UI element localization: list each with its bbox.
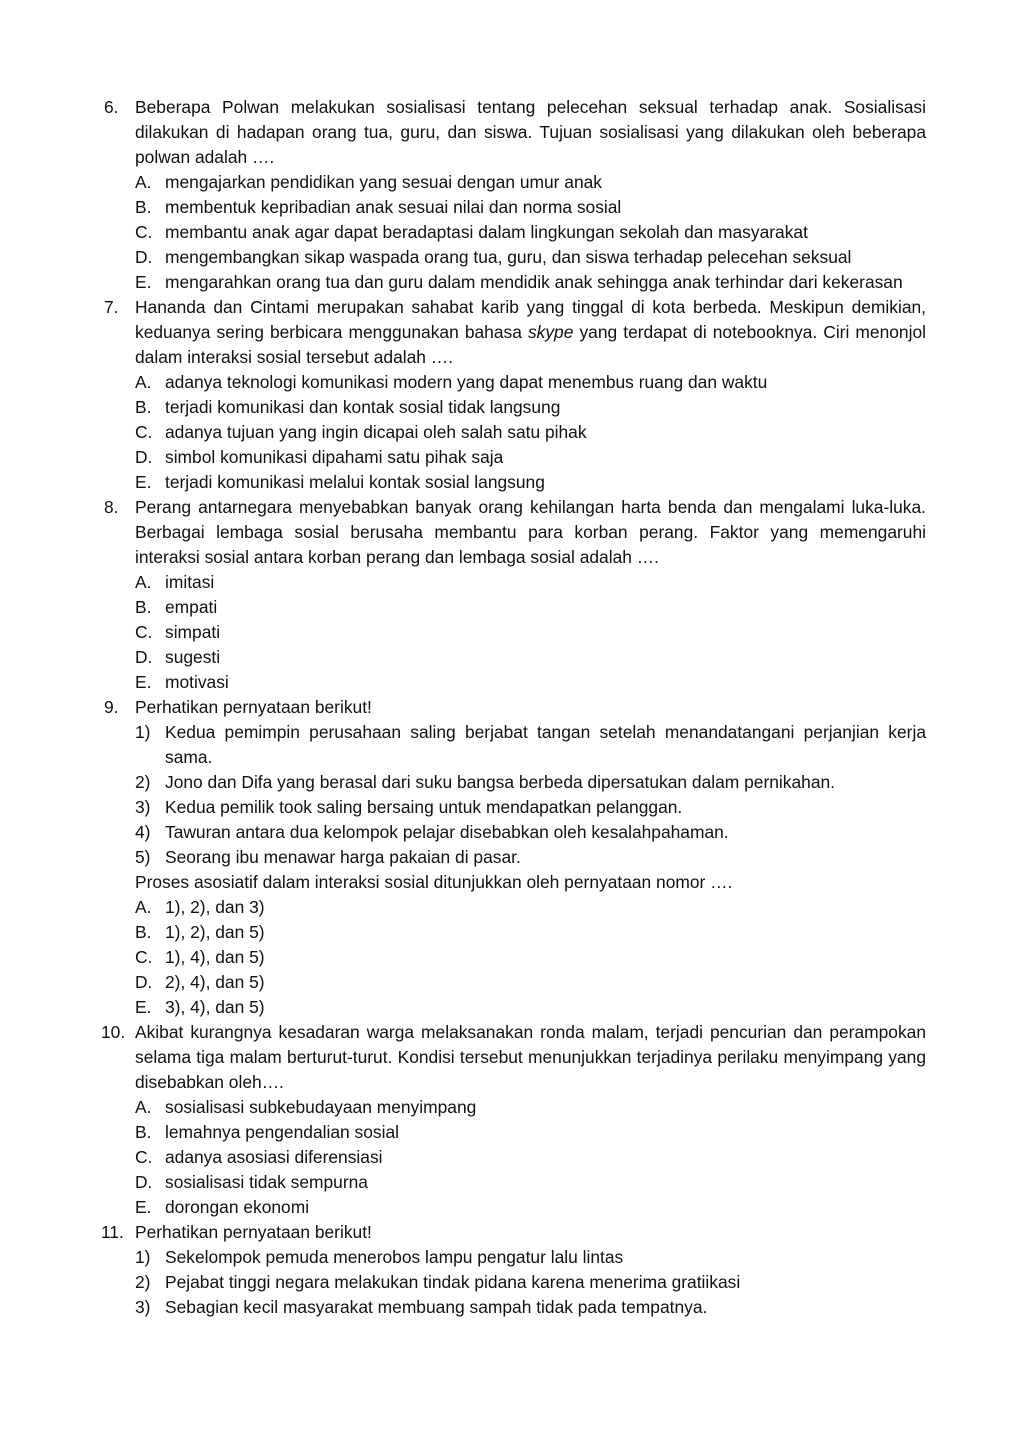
statement-item [135, 1270, 926, 1295]
option-letter: C. [135, 422, 153, 442]
question-text-part: Hananda dan Cintami merupakan sahabat karib yang tinggal di kota berbeda. Meskipun demikian, keduanya sering berbicara menggunakan bahasa [135, 297, 926, 342]
question-8 [104, 495, 926, 695]
option-text: dorongan ekonomi [165, 1197, 310, 1217]
option-text: lemahnya pengendalian sosial [165, 1122, 399, 1142]
option-letter: B. [135, 922, 152, 942]
statement-text: Pejabat tinggi negara melakukan tindak pidana karena menerima gratiikasi [165, 1272, 741, 1292]
option-e [135, 270, 926, 295]
statement-item [135, 845, 926, 870]
option-text: mengembangkan sikap waspada orang tua, guru, dan siswa terhadap pelecehan seksual [165, 247, 852, 267]
option-letter: E. [135, 1197, 152, 1217]
statement-text: Kedua pemimpin perusahaan saling berjabat tangan setelah menandatangani perjanjian kerja sama. [165, 722, 926, 767]
option-text: 1), 4), dan 5) [165, 947, 265, 967]
question-number: 7. [104, 297, 119, 317]
option-b [135, 395, 926, 420]
option-a [135, 370, 926, 395]
option-c [135, 220, 926, 245]
question-number: 8. [104, 497, 119, 517]
option-a [135, 570, 926, 595]
statement-number: 5) [135, 847, 151, 867]
option-letter: D. [135, 647, 153, 667]
option-b [135, 920, 926, 945]
statement-text: Seorang ibu menawar harga pakaian di pasar. [165, 847, 521, 867]
option-letter: C. [135, 222, 153, 242]
option-letter: B. [135, 597, 152, 617]
option-text: simbol komunikasi dipahami satu pihak saja [165, 447, 504, 467]
question-text-italic: skype [527, 322, 574, 342]
option-letter: D. [135, 247, 153, 267]
option-c [135, 620, 926, 645]
option-text: 1), 2), dan 5) [165, 922, 265, 942]
option-text: simpati [165, 622, 221, 642]
option-a [135, 170, 926, 195]
option-text: terjadi komunikasi melalui kontak sosial langsung [165, 472, 545, 492]
statement-number: 3) [135, 797, 151, 817]
option-letter: E. [135, 997, 152, 1017]
question-number: 11. [101, 1222, 124, 1242]
option-letter: E. [135, 272, 152, 292]
statement-number: 3) [135, 1297, 151, 1317]
option-text: 1), 2), dan 3) [165, 897, 265, 917]
option-e [135, 995, 926, 1020]
option-c [135, 1145, 926, 1170]
option-letter: A. [135, 572, 152, 592]
option-text: sosialisasi tidak sempurna [165, 1172, 368, 1192]
question-text: Akibat kurangnya kesadaran warga melaksanakan ronda malam, terjadi pencurian dan perampokan selama tiga malam berturut-turut. Kondisi tersebut menunjukkan terjadinya perilaku menyimpang yang disebabkan oleh…. [135, 1022, 926, 1092]
statement-text: Sebagian kecil masyarakat membuang sampah tidak pada tempatnya. [165, 1297, 708, 1317]
option-letter: A. [135, 1097, 152, 1117]
question-9 [104, 695, 926, 1020]
option-text: sosialisasi subkebudayaan menyimpang [165, 1097, 477, 1117]
option-d [135, 1170, 926, 1195]
option-text: membantu anak agar dapat beradaptasi dalam lingkungan sekolah dan masyarakat [165, 222, 808, 242]
option-e [135, 470, 926, 495]
option-b [135, 595, 926, 620]
option-d [135, 645, 926, 670]
option-letter: D. [135, 972, 153, 992]
option-c [135, 945, 926, 970]
option-d [135, 970, 926, 995]
option-letter: E. [135, 672, 152, 692]
option-text: empati [165, 597, 218, 617]
option-list [135, 370, 926, 495]
question-text-part: yang terdapat di notebooknya. Ciri menonjol dalam interaksi sosial tersebut adalah …. [135, 322, 926, 367]
question-text: Perang antarnegara menyebabkan banyak orang kehilangan harta benda dan mengalami luka-luka. Berbagai lembaga sosial berusaha membantu para korban perang. Faktor yang memengaruhi interaksi sosial antara korban perang dan lembaga sosial adalah …. [135, 497, 926, 567]
question-text [135, 295, 926, 370]
option-list [135, 570, 926, 695]
question-7 [104, 295, 926, 495]
question-text: Perhatikan pernyataan berikut! [135, 697, 372, 717]
statement-number: 4) [135, 822, 151, 842]
option-list [135, 170, 926, 295]
statement-item [135, 795, 926, 820]
statement-list [135, 1245, 926, 1320]
option-b [135, 1120, 926, 1145]
option-d [135, 245, 926, 270]
question-10 [101, 1020, 926, 1220]
statement-item [135, 770, 926, 795]
option-letter: A. [135, 172, 152, 192]
question-number: 6. [104, 97, 119, 117]
statement-item [135, 720, 926, 770]
statement-item [135, 1295, 926, 1320]
option-text: adanya asosiasi diferensiasi [165, 1147, 383, 1167]
option-text: motivasi [165, 672, 229, 692]
option-letter: E. [135, 472, 152, 492]
option-letter: C. [135, 947, 153, 967]
option-a [135, 1095, 926, 1120]
option-e [135, 1195, 926, 1220]
option-c [135, 420, 926, 445]
option-text: sugesti [165, 647, 221, 667]
option-text: mengarahkan orang tua dan guru dalam mendidik anak sehingga anak terhindar dari kekerasan [165, 272, 903, 292]
option-text: imitasi [165, 572, 215, 592]
option-letter: B. [135, 1122, 152, 1142]
option-text: membentuk kepribadian anak sesuai nilai dan norma sosial [165, 197, 622, 217]
statement-number: 2) [135, 1272, 151, 1292]
option-text: adanya tujuan yang ingin dicapai oleh salah satu pihak [165, 422, 587, 442]
question-11 [101, 1220, 926, 1320]
option-text: mengajarkan pendidikan yang sesuai dengan umur anak [165, 172, 602, 192]
statement-number: 1) [135, 722, 151, 742]
question-text: Beberapa Polwan melakukan sosialisasi tentang pelecehan seksual terhadap anak. Sosialisasi dilakukan di hadapan orang tua, guru, dan siswa. Tujuan sosialisasi yang dilakukan oleh beberapa polwan adalah …. [135, 97, 926, 167]
option-text: terjadi komunikasi dan kontak sosial tidak langsung [165, 397, 561, 417]
option-a [135, 895, 926, 920]
statement-number: 2) [135, 772, 151, 792]
statement-item [135, 820, 926, 845]
statement-text: Jono dan Difa yang berasal dari suku bangsa berbeda dipersatukan dalam pernikahan. [165, 772, 835, 792]
option-text: adanya teknologi komunikasi modern yang dapat menembus ruang dan waktu [165, 372, 768, 392]
option-letter: B. [135, 397, 152, 417]
statement-number: 1) [135, 1247, 151, 1267]
option-letter: A. [135, 897, 152, 917]
option-letter: D. [135, 447, 153, 467]
option-d [135, 445, 926, 470]
option-letter: C. [135, 622, 153, 642]
statement-text: Sekelompok pemuda menerobos lampu pengatur lalu lintas [165, 1247, 624, 1267]
question-number: 10. [101, 1022, 126, 1042]
option-e [135, 670, 926, 695]
option-list [135, 1095, 926, 1220]
statement-text: Tawuran antara dua kelompok pelajar disebabkan oleh kesalahpahaman. [165, 822, 729, 842]
option-letter: A. [135, 372, 152, 392]
question-text: Perhatikan pernyataan berikut! [135, 1222, 372, 1242]
statement-text: Kedua pemilik took saling bersaing untuk mendapatkan pelanggan. [165, 797, 683, 817]
statement-list [135, 720, 926, 870]
option-letter: D. [135, 1172, 153, 1192]
option-text: 3), 4), dan 5) [165, 997, 265, 1017]
option-list [135, 895, 926, 1020]
option-b [135, 195, 926, 220]
option-text: 2), 4), dan 5) [165, 972, 265, 992]
question-6 [104, 95, 926, 295]
question-prompt: Proses asosiatif dalam interaksi sosial ditunjukkan oleh pernyataan nomor …. [135, 872, 733, 892]
question-number: 9. [104, 697, 119, 717]
option-letter: C. [135, 1147, 153, 1167]
option-letter: B. [135, 197, 152, 217]
statement-item [135, 1245, 926, 1270]
